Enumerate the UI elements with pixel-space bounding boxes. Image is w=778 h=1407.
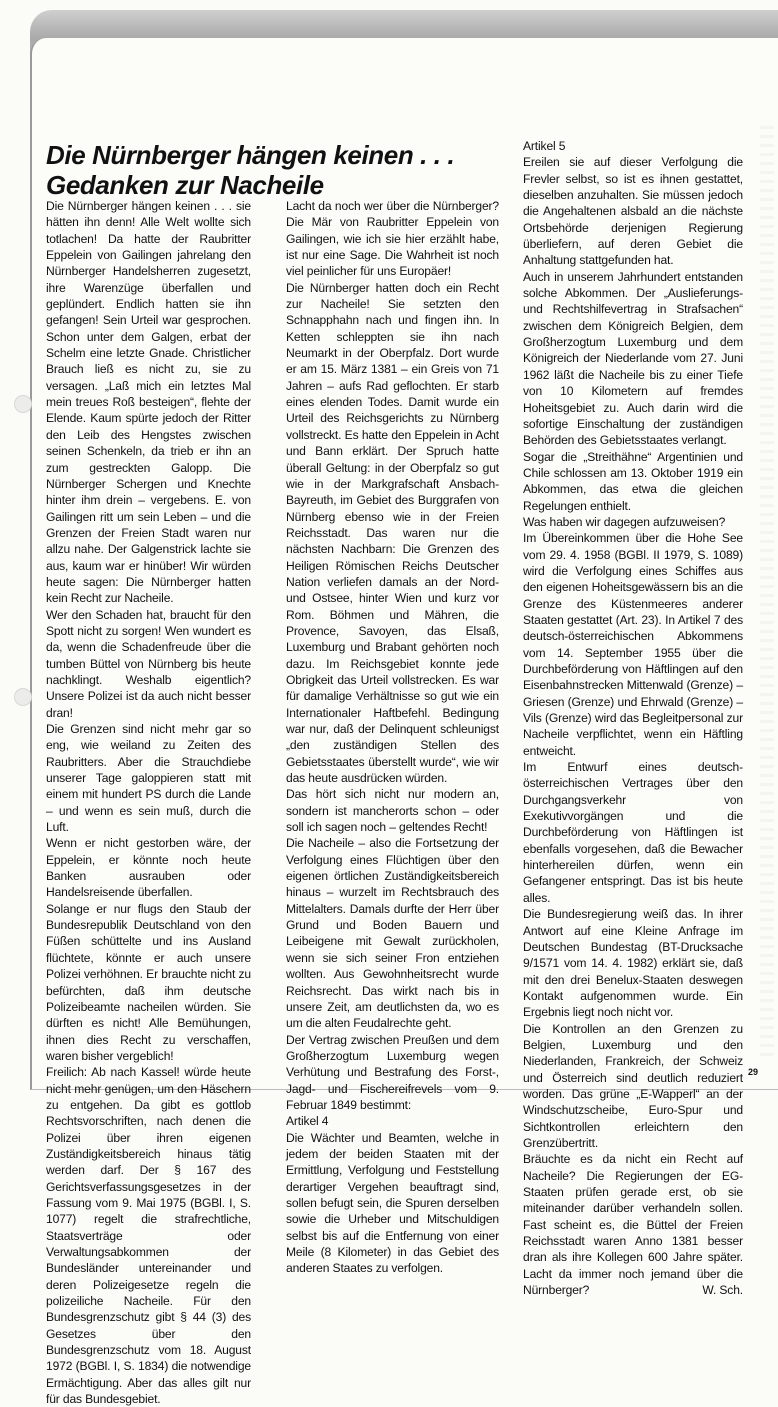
page-edge bbox=[760, 120, 774, 1060]
paragraph-final bbox=[523, 1151, 743, 1298]
title-line-1: Die Nürnberger hängen keinen . . . bbox=[46, 140, 455, 170]
paragraph: Die Bundesregierung weiß das. In ihrer Antwort auf eine Kleine Anfrage im Deutschen Bundestag (BT-Drucksache 9/1571 vom 14. 4. 1982) erklärt sie, daß mit den drei Benelux-Staaten deswegen Kontakt aufgenommen wurde. Ein Ergebnis liegt noch nicht vor. bbox=[523, 907, 743, 1020]
binder-hole bbox=[14, 688, 32, 706]
paragraph: Das hört sich nicht nur modern an, sondern ist mancherorts schon – oder soll ich sagen noch – geltendes Recht! bbox=[286, 787, 499, 835]
paragraph: Sogar die „Streithähne“ Argentinien und Chile schlossen am 13. Oktober 1919 ein Abkommen, das etwa die gleichen Regelungen enthielt. bbox=[523, 449, 743, 513]
paragraph: Auch in unserem Jahrhundert entstanden solche Abkommen. Der „Auslieferungs- und Rechtshilfevertrag in Strafsachen“ zwischen dem Königreich Belgien, dem Großherzogtum Luxemburg und dem Königreich der Niederlande vom 27. Juni 1962 läßt die Nacheile bis zu einer Tiefe von 10 Kilometern auf fremdes Hoheitsgebiet zu. Auch darin wird die sofortige Einschaltung der zuständigen Behörden des Gebietsstaates verlangt. bbox=[523, 269, 743, 448]
text-column-1 bbox=[46, 198, 251, 1407]
text-column-3 bbox=[523, 138, 743, 1298]
article-heading: Artikel 4 bbox=[286, 1114, 329, 1129]
paragraph: Die Kontrollen an den Grenzen zu Belgien, Luxemburg und den Niederlanden, Frankreich, der Schweiz und Österreich sind deutlich reduziert worden. Das grüne „E-Wapperl“ an der Windschutzscheibe, Euro-Spur und Sichtkontrollen erleichtern den Grenzübertritt. bbox=[523, 1021, 743, 1150]
text-column-2 bbox=[286, 198, 499, 1277]
title-line-2: Gedanken zur Nacheile bbox=[46, 170, 324, 200]
closing-text: Bräuchte es da nicht ein Recht auf Nacheile? Die Regierungen der EG-Staaten prüfen gerade erst, ob sie miteinander darüber verhandeln sollen. Fast scheint es, die Büttel der Freien Reichsstadt waren Anno 1381 besser dran als ihre Kollegen 600 Jahre später. Lacht da immer noch jemand über die Nürnberger? bbox=[523, 1152, 743, 1298]
article-heading: Artikel 5 bbox=[523, 139, 566, 153]
page-number: 29 bbox=[748, 1067, 759, 1077]
paragraph: Die Wächter und Beamten, welche in jedem der beiden Staaten mit der Ermittlung, Verfolgung und Feststellung derartiger Vergehen beauftragt sind, sollen befugt sein, die Spuren derselben sowie die Urheber und Mitschuldigen selbst bis auf die Entfernung von einer Meile (8 Kilometer) in das Gebiet des anderen Staates zu verfolgen. bbox=[286, 1130, 499, 1276]
paragraph: Im Entwurf eines deutsch-österreichischen Vertrages über den Durchgangsverkehr von Exekutivvorgängen und die Durchbeförderung von Häftlingen ist ebenfalls vorgesehen, daß die Bewacher hinterhereilen dürfen, wenn ein Gefangener entspringt. Das ist bis heute alles. bbox=[523, 760, 743, 905]
paragraph: Die Grenzen sind nicht mehr gar so eng, wie weiland zu Zeiten des Raubritters. Aber die Strauchdiebe unserer Tage galoppieren statt mit einem mit hundert PS durch die Lande – und wenn es sein muß, durch die Luft. bbox=[46, 722, 251, 835]
author-signature: W. Sch. bbox=[702, 1283, 743, 1298]
paragraph: Wenn er nicht gestorben wäre, der Eppelein, er könnte noch heute Banken ausrauben oder Handelsreisende überfallen. bbox=[46, 836, 251, 900]
paragraph: Was haben wir dagegen aufzuweisen? bbox=[523, 514, 726, 529]
paragraph: Die Nacheile – also die Fortsetzung der Verfolgung eines Flüchtigen über den eigenen örtlichen Zuständigkeitsbereich hinaus – wurzelt im Rechtsbrauch des Mittelalters. Damals durfte der Herr über Grund und Boden Bauern und Leibeigene mit Gewalt zurückholen, wenn sie sich seiner Fron entziehen wollten. Aus Gewohnheitsrecht wurde Reichsrecht. Das wirkt nach bis in unsere Zeit, am deutlichsten da, wo es um die alten Feudalrechte geht. bbox=[286, 836, 499, 1031]
paragraph: Lacht da noch wer über die Nürnberger? Die Mär von Raubritter Eppelein von Gailingen, wie ich sie hier erzählt habe, ist nur eine Sage. Die Wahrheit ist noch viel peinlicher für uns Europäer! bbox=[286, 199, 499, 279]
paragraph: Solange er nur flugs den Staub der Bundesrepublik Deutschland von den Füßen schüttelte und ins Ausland flüchtete, könnte er auch unsere Polizei verhöhnen. Er brauchte nicht zu befürchten, daß ihm deutsche Polizeibeamte nacheilen würden. Sie dürften es nicht! Alle Bemühungen, ihnen dies Recht zu verschaffen, waren bisher vergeblich! bbox=[46, 901, 251, 1063]
paragraph: Die Nürnberger hängen keinen . . . sie hätten ihn denn! Alle Welt wollte sich totlachen! Da hatte der Raubritter Eppelein von Gailingen jahrelang den Nürnberger Handelsherren zugesetzt, ihre Warenzüge überfallen und geplündert. Endlich hatten sie ihn gefangen! Sein Urteil war gesprochen. Schon unter dem Galgen, erbat der Schelm eine letzte Gnade. Christlicher Brauch ließ es nicht zu, sie zu versagen. „Laß mich ein letztes Mal mein treues Roß besteigen“, flehte der Elende. Kaum spürte jedoch der Ritter den Leib des Hengstes zwischen seinen Schenkeln, da trieb er ihn an zum gestreckten Galopp. Die Nürnberger Schergen und Knechte hinter ihm drein – vergebens. E. von Gailingen ritt um sein Leben – und die Grenzen der Freien Stadt waren nur allzu nahe. Der Galgenstrick lachte sie aus, kaum war er hinüber! Wir würden heute sagen: Die Nürnberger hatten kein Recht zur Nacheile. bbox=[46, 199, 251, 606]
binder-hole bbox=[14, 395, 32, 413]
paragraph: Die Nürnberger hatten doch ein Recht zur Nacheile! Sie setzten den Schnapphahn nach und fingen ihn. In Ketten schleppten sie ihn nach Neumarkt in der Oberpfalz. Dort wurde er am 15. März 1381 – ein Greis von 71 Jahren – aufs Rad geflochten. Er starb eines elenden Todes. Damit wurde ein Urteil des Reichsgerichts zu Nürnberg vollstreckt. Es hatte den Eppelein in Acht und Bann erklärt. Der Spruch hatte überall Geltung: in der Oberpfalz so gut wie in der Markgrafschaft Ansbach-Bayreuth, im Gebiet des Burggrafen von Nürnberg ebenso wie in der Freien Reichsstadt. Das waren nur die nächsten Nachbarn: Die Grenzen des Heiligen Römischen Reichs Deutscher Nation verliefen damals an der Nord- und Ostsee, hinter Wien und kurz vor Rom. Böhmen und Mähren, die Provence, Savoyen, das Elsaß, Luxemburg und Brabant gehörten noch dazu. Im Reichsgebiet konnte jede Obrigkeit das Urteil vollstrecken. Es war für damalige Verhältnisse so gut wie ein Internationaler Haftbefehl. Bedingung war nur, daß der Delinquent schleunigst „den zuständigen Stellen des Gebietsstaates überstellt wurde“, wie wir das heute ausdrücken würden. bbox=[286, 280, 499, 786]
paragraph: Ereilen sie auf dieser Verfolgung die Frevler selbst, so ist es ihnen gestattet, dieselben anzuhalten. Sie müssen jedoch die Angehaltenen alsbald an die nächste Ortsbehörde derjenigen Regierung überliefern, auf deren Gebiet die Anhaltung stattgefunden hat. bbox=[523, 155, 743, 268]
paragraph: Der Vertrag zwischen Preußen und dem Großherzogtum Luxemburg wegen Verhütung und Bestrafung des Forst-, Jagd- und Fischereifrevels vom 9. Februar 1849 bestimmt: bbox=[286, 1032, 499, 1112]
article-title bbox=[46, 140, 466, 200]
paragraph: Freilich: Ab nach Kassel! würde heute nicht mehr genügen, um den Häschern zu entgehen. Da gibt es gottlob Rechtsvorschriften, nach denen die Polizei über ihren eigenen Zuständigkeitsbereich hinaus tätig werden darf. Der § 167 des Gerichtsverfassungsgesetzes in der Fassung vom 9. Mai 1975 (BGBl. I, S. 1077) regelt die strafrechtliche, Staatsverträge oder Verwaltungsabkommen der Bundesländer untereinander und deren Polizeigesetze regeln die polizeiliche Nacheile. Für den Bundesgrenzschutz gibt § 44 (3) des Gesetzes über den Bundesgrenzschutz vom 18. August 1972 (BGBl. I, S. 1834) die notwendige Ermächtigung. Aber das alles gilt nur für das Bundesgebiet. bbox=[46, 1065, 251, 1407]
paragraph: Wer den Schaden hat, braucht für den Spott nicht zu sorgen! Wen wundert es da, wenn die Schadenfreude über die tumben Büttel von Nürnberg bis heute nachklingt. Weshalb eigentlich? Unsere Polizei ist da auch nicht besser dran! bbox=[46, 607, 251, 720]
paragraph: Im Übereinkommen über die Hohe See vom 29. 4. 1958 (BGBl. II 1979, S. 1089) wird die Verfolgung eines Schiffes aus den eigenen Hoheitsgewässern bis an die Grenze des Küstenmeeres anderer Staaten gestattet (Art. 23). In Artikel 7 des deutsch-österreichischen Abkommens vom 14. September 1955 über die Durchbeförderung von Häftlingen auf den Eisenbahnstrecken Mittenwald (Grenze) – Griesen (Grenze) und Ehrwald (Grenze) – Vils (Grenze) wird das Begleitpersonal zur Nacheile verpflichtet, wenn ein Häftling entweicht. bbox=[523, 531, 743, 758]
